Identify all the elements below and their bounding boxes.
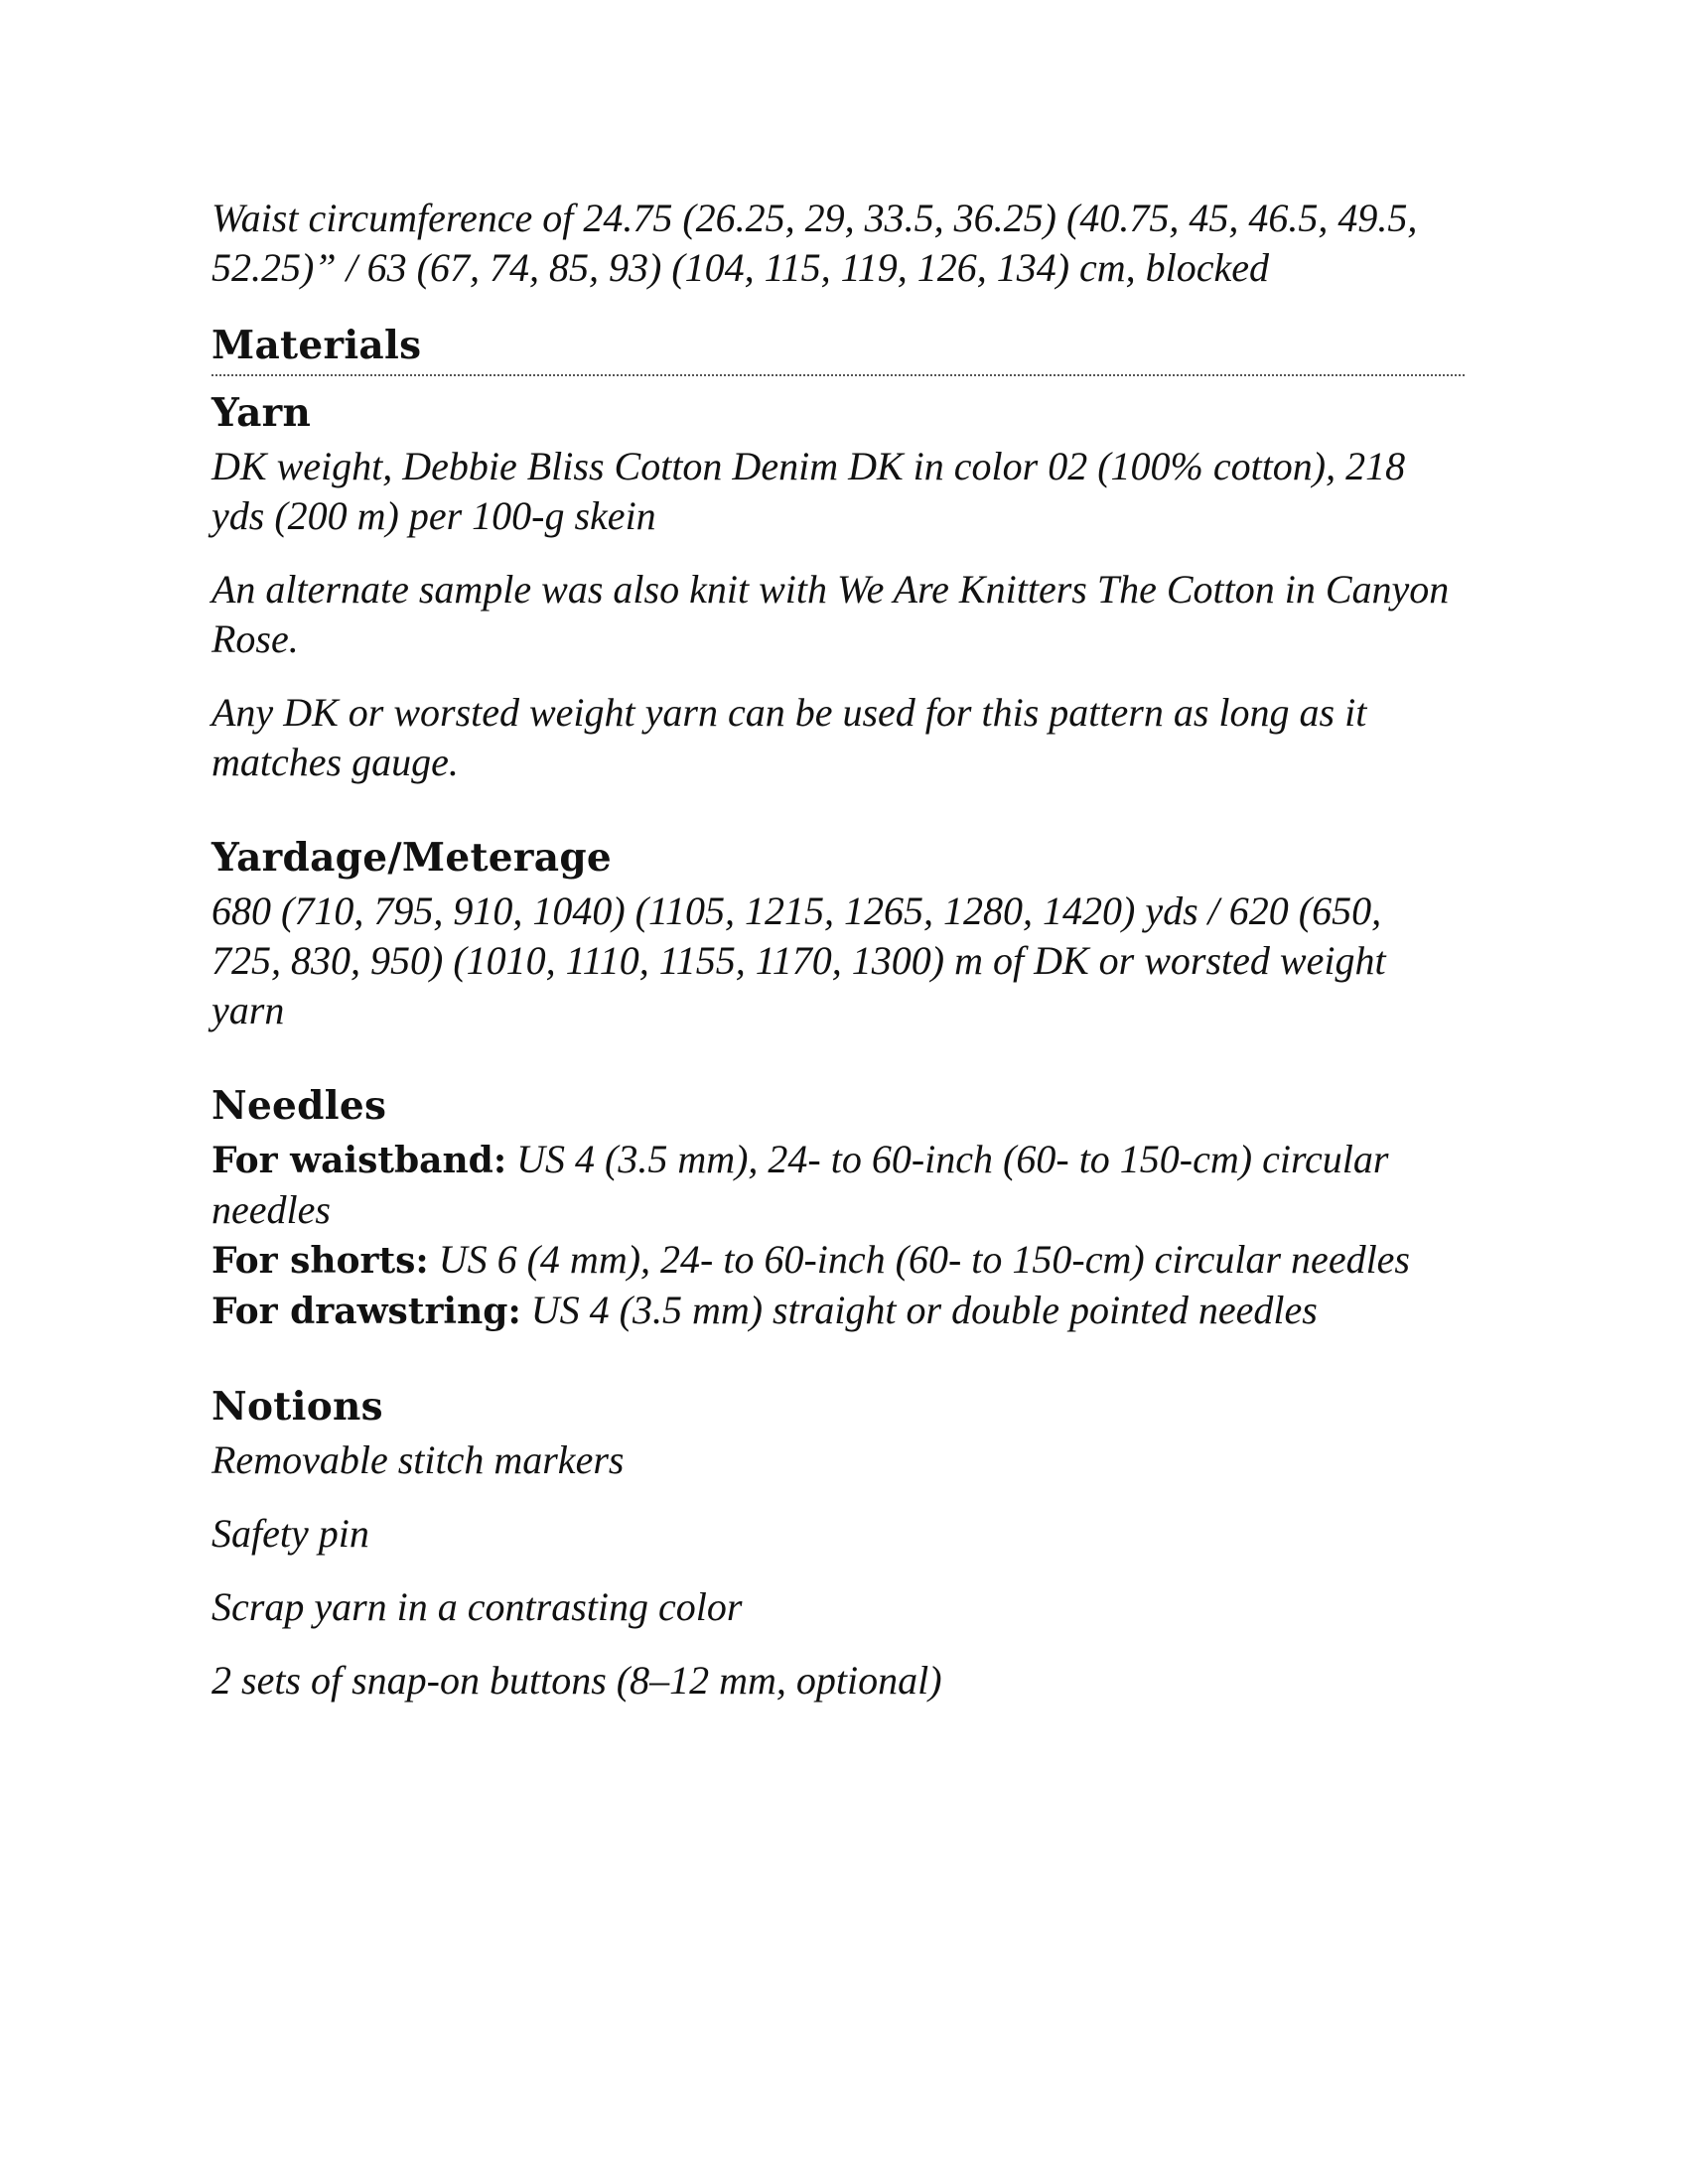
yarn-paragraph: DK weight, Debbie Bliss Cotton Denim DK in color 02 (100% cotton), 218 yds (200 m) per 100-g skein — [211, 444, 1406, 538]
yarn-section — [211, 388, 1463, 787]
notion-item: 2 sets of snap-on buttons (8–12 mm, optional) — [211, 1658, 942, 1703]
section-divider — [211, 374, 1465, 376]
yardage-text: 680 (710, 795, 910, 1040) (1105, 1215, 1265, 1280, 1420) yds / 620 (650, 725, 830, 950) (1010, 1110, 1155, 1170, 1300) m of DK or worsted weight yarn — [211, 888, 1386, 1032]
yarn-paragraph: An alternate sample was also knit with We Are Knitters The Cotton in Canyon Rose. — [211, 567, 1450, 661]
notion-item: Removable stitch markers — [211, 1437, 625, 1482]
waist-circumference-text: Waist circumference of 24.75 (26.25, 29, 33.5, 36.25) (40.75, 45, 46.5, 49.5, 52.25)” / 63 (67, 74, 85, 93) (104, 115, 119, 126, 134) cm, blocked — [211, 196, 1418, 290]
notions-section — [211, 1382, 1463, 1706]
needles-heading: Needles — [211, 1083, 387, 1129]
needles-section — [211, 1081, 1463, 1336]
notion-item: Scrap yarn in a contrasting color — [211, 1584, 743, 1629]
document-page — [211, 194, 1463, 1706]
notion-item: Safety pin — [211, 1511, 369, 1556]
materials-heading: Materials — [211, 323, 422, 368]
needle-label: For shorts: — [211, 1240, 429, 1282]
needle-item-waistband — [211, 1135, 1463, 1235]
needle-item-drawstring — [211, 1286, 1463, 1336]
materials-section — [211, 321, 1463, 1706]
needle-label: For waistband: — [211, 1140, 507, 1181]
needle-text: US 4 (3.5 mm), 24- to 60-inch (60- to 150-cm) circular needles — [211, 1137, 1389, 1232]
yardage-section — [211, 833, 1463, 1035]
needle-item-shorts — [211, 1235, 1463, 1286]
yarn-heading: Yarn — [211, 390, 312, 436]
needle-label: For drawstring: — [211, 1291, 521, 1332]
needle-text: US 4 (3.5 mm) straight or double pointed needles — [530, 1288, 1318, 1332]
yardage-heading: Yardage/Meterage — [211, 835, 613, 881]
notions-heading: Notions — [211, 1384, 383, 1430]
needle-text: US 6 (4 mm), 24- to 60-inch (60- to 150-cm) circular needles — [438, 1237, 1410, 1282]
yarn-paragraph: Any DK or worsted weight yarn can be used for this pattern as long as it matches gauge. — [211, 690, 1367, 784]
